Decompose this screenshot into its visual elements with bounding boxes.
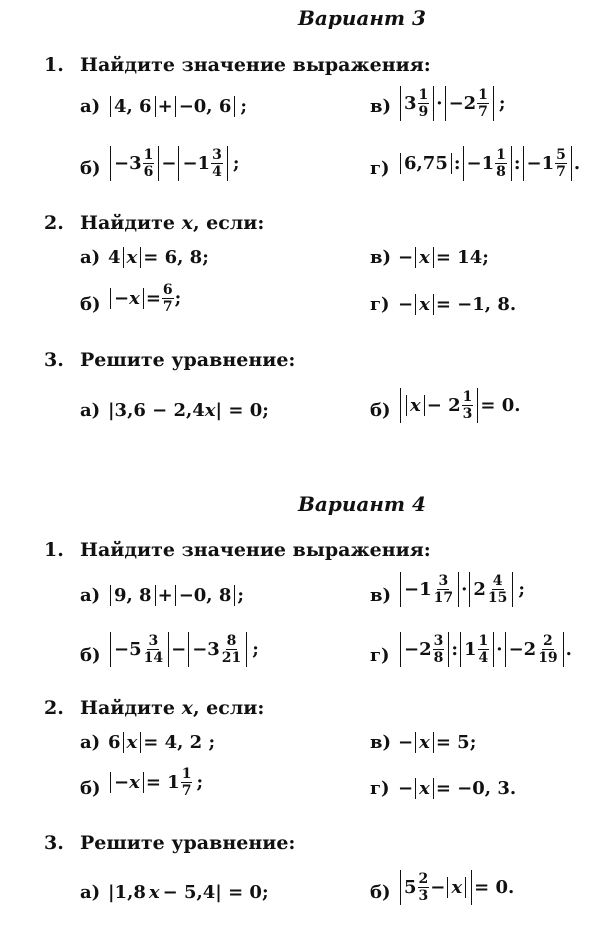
v3-q1v-label: в) xyxy=(370,96,392,117)
abs-value xyxy=(523,146,572,181)
v3-q2-text xyxy=(80,212,264,234)
v3-q2g-expression xyxy=(398,294,516,315)
variable-x: x xyxy=(181,212,193,234)
numerator: 3 xyxy=(148,633,159,649)
v4-q3a-label: а) xyxy=(80,882,101,903)
operator: : xyxy=(513,153,521,174)
fraction xyxy=(418,88,430,119)
v3-q1v-expression xyxy=(398,86,506,121)
whole: −2 xyxy=(404,639,432,660)
denominator: 14 xyxy=(143,650,164,666)
v3-q3b-expression xyxy=(398,388,521,423)
v3-q1-number: 1. xyxy=(44,54,64,76)
abs-value xyxy=(110,585,156,606)
fraction xyxy=(181,767,193,798)
terminator: ; xyxy=(196,772,204,793)
v4-q2g-label: г) xyxy=(370,778,390,799)
abs-value xyxy=(400,153,452,174)
denominator: 3 xyxy=(462,406,473,422)
variable-x: −x xyxy=(114,288,140,309)
operator: · xyxy=(496,639,503,660)
denominator: 9 xyxy=(418,104,429,120)
fraction xyxy=(143,148,155,179)
rhs: = 5; xyxy=(435,732,477,753)
whole: −1 xyxy=(466,153,495,174)
rhs: = 0. xyxy=(474,877,515,898)
operator: − xyxy=(161,153,177,174)
abs-value-outer xyxy=(400,870,472,905)
denominator: 7 xyxy=(162,299,173,315)
numerator: 1 xyxy=(181,766,192,782)
numerator: 4 xyxy=(492,573,503,589)
v4-q3b-label: б) xyxy=(370,882,391,903)
variable-x: x xyxy=(181,697,193,719)
whole: −5 xyxy=(114,639,142,660)
fraction xyxy=(162,283,174,314)
whole: −1 xyxy=(404,579,432,600)
v4-q2-text xyxy=(80,697,264,719)
numerator: 2 xyxy=(543,633,553,649)
denominator: 7 xyxy=(556,164,566,180)
v3-q3a-expression xyxy=(108,400,269,421)
abs-value xyxy=(110,96,156,117)
v3-q1b-expression xyxy=(108,146,239,181)
denominator: 17 xyxy=(433,590,454,606)
rhs: = 4, 2 ; xyxy=(143,732,216,753)
sign: − xyxy=(398,294,414,315)
abs-value xyxy=(400,86,434,121)
numerator: 1 xyxy=(418,87,429,103)
fraction xyxy=(477,88,489,119)
operator: + xyxy=(157,585,173,606)
abs-value xyxy=(415,732,434,753)
v3-q2v-label: в) xyxy=(370,247,392,268)
numerator: 8 xyxy=(226,633,237,649)
terminator: ; xyxy=(252,639,259,660)
abs-value xyxy=(110,288,144,309)
equation-end: − 5,4| = 0; xyxy=(162,882,269,903)
v3-q2a-expression xyxy=(108,247,209,268)
whole: −3 xyxy=(114,153,142,174)
numerator: 1 xyxy=(462,389,473,405)
fraction xyxy=(143,634,164,665)
operand: 4, 6 xyxy=(114,96,152,117)
operator: · xyxy=(461,579,468,600)
v4-q1a-expression xyxy=(108,585,244,606)
variant-3-title: Вариант 3 xyxy=(298,6,426,30)
abs-value xyxy=(178,146,227,181)
variant-4-title: Вариант 4 xyxy=(298,492,426,516)
terminator: ; xyxy=(174,288,182,309)
coefficient: 4 xyxy=(108,247,121,268)
terminator: . xyxy=(565,639,572,660)
abs-value xyxy=(188,632,247,667)
equals: = xyxy=(145,288,161,309)
variable-x: x xyxy=(126,732,138,753)
v4-q1g-label: г) xyxy=(370,645,390,666)
variable-x: x xyxy=(204,400,216,421)
abs-value-outer xyxy=(400,388,478,423)
sign: − xyxy=(398,732,414,753)
fraction xyxy=(433,574,454,605)
numerator: 3 xyxy=(438,573,449,589)
numerator: 6 xyxy=(162,282,173,298)
sign: − xyxy=(398,247,414,268)
v4-q2-number: 2. xyxy=(44,697,64,719)
abs-value xyxy=(415,778,434,799)
v3-q1g-expression xyxy=(398,146,580,181)
abs-value xyxy=(123,732,142,753)
v3-q1b-label: б) xyxy=(80,158,101,179)
numerator: 2 xyxy=(418,871,429,887)
numerator: 3 xyxy=(433,633,444,649)
v4-q1-number: 1. xyxy=(44,539,64,561)
v4-q2b-label: б) xyxy=(80,778,101,799)
terminator: ; xyxy=(518,579,526,600)
v3-q3a-label: а) xyxy=(80,400,101,421)
operator: : xyxy=(453,153,461,174)
equals-whole: = 1 xyxy=(145,772,180,793)
v3-q1-text: Найдите значение выражения: xyxy=(80,54,431,76)
fraction xyxy=(221,634,242,665)
v4-q1b-label: б) xyxy=(80,645,101,666)
equation-end: | = 0; xyxy=(215,400,269,421)
v3-q2-number: 2. xyxy=(44,212,64,234)
v4-q1g-expression xyxy=(398,632,572,667)
variable-x: x xyxy=(419,247,430,268)
operator: + xyxy=(157,96,173,117)
variable-x: x xyxy=(148,882,160,903)
rhs: = −1, 8. xyxy=(435,294,517,315)
whole: −2 xyxy=(448,93,477,114)
terminator: ; xyxy=(237,585,245,606)
variable-x: x xyxy=(419,778,430,799)
fraction xyxy=(478,634,490,665)
coefficient: 6 xyxy=(108,732,121,753)
fraction xyxy=(555,148,567,179)
abs-value xyxy=(110,632,169,667)
denominator: 7 xyxy=(181,783,192,799)
fraction xyxy=(462,390,474,421)
denominator: 15 xyxy=(487,590,508,606)
abs-value xyxy=(463,146,512,181)
abs-value xyxy=(110,146,159,181)
whole: 5 xyxy=(404,877,417,898)
v4-q3b-expression xyxy=(398,870,514,905)
numerator: 1 xyxy=(496,147,506,163)
fraction xyxy=(418,872,430,903)
denominator: 4 xyxy=(212,164,222,180)
fraction xyxy=(537,634,558,665)
operator: : xyxy=(451,639,459,660)
v3-q2b-expression xyxy=(108,283,181,314)
rhs: = 14; xyxy=(435,247,489,268)
operand: 9, 8 xyxy=(114,585,152,606)
v3-q3b-label: б) xyxy=(370,400,391,421)
v3-q2a-label: а) xyxy=(80,247,101,268)
variable-x: −x xyxy=(114,772,140,793)
v3-q2g-label: г) xyxy=(370,294,390,315)
whole: −1 xyxy=(526,153,555,174)
sign: − xyxy=(398,778,414,799)
v4-q1-text: Найдите значение выражения: xyxy=(80,539,431,561)
whole: 1 xyxy=(464,639,477,660)
rhs: = −0, 3. xyxy=(435,778,517,799)
denominator: 6 xyxy=(143,164,154,180)
v4-q3-text: Решите уравнение: xyxy=(80,832,296,854)
abs-value xyxy=(469,572,513,607)
numerator: 1 xyxy=(478,87,488,103)
denominator: 7 xyxy=(478,104,488,120)
variable-x: x xyxy=(451,877,463,898)
variable-x: x xyxy=(419,294,430,315)
fraction xyxy=(211,148,223,179)
v4-q3-number: 3. xyxy=(44,832,64,854)
v4-q1a-label: а) xyxy=(80,585,101,606)
v4-q2a-label: а) xyxy=(80,732,101,753)
v4-q1b-expression xyxy=(108,632,259,667)
v3-q1g-label: г) xyxy=(370,158,390,179)
v4-q2g-expression xyxy=(398,778,516,799)
whole: −3 xyxy=(192,639,220,660)
variable-x: x xyxy=(410,395,421,416)
numerator: 1 xyxy=(143,147,154,163)
minus-whole: − 2 xyxy=(426,395,461,416)
whole: 3 xyxy=(404,93,417,114)
v4-q1v-label: в) xyxy=(370,585,392,606)
whole: 2 xyxy=(473,579,486,600)
denominator: 19 xyxy=(538,650,558,666)
abs-value xyxy=(415,247,434,268)
v3-q1a-label: а) xyxy=(80,96,101,117)
v4-q2v-label: в) xyxy=(370,732,392,753)
v4-q2v-expression xyxy=(398,732,476,753)
operand: −0, 6 xyxy=(178,96,232,117)
numerator: 5 xyxy=(556,147,566,163)
abs-value xyxy=(415,294,434,315)
operator: − xyxy=(171,639,187,660)
abs-value xyxy=(460,632,494,667)
v3-q2b-label: б) xyxy=(80,294,101,315)
q2-text-start: Найдите xyxy=(80,212,175,234)
abs-value xyxy=(505,632,564,667)
rhs: = 6, 8; xyxy=(143,247,209,268)
q2-text-end: , если: xyxy=(192,697,265,719)
whole: −1 xyxy=(182,153,211,174)
numerator: 3 xyxy=(212,147,222,163)
variable-x: x xyxy=(419,732,430,753)
denominator: 4 xyxy=(478,650,489,666)
v4-q2b-expression xyxy=(108,767,203,798)
rhs: = 0. xyxy=(480,395,521,416)
equation-start: |3,6 − 2,4 xyxy=(108,400,205,421)
abs-value-inner xyxy=(447,877,466,898)
terminator: ; xyxy=(232,153,240,174)
variable-x: x xyxy=(126,247,138,268)
abs-value xyxy=(445,86,494,121)
operator: − xyxy=(430,877,446,898)
operand: −0, 8 xyxy=(178,585,232,606)
fraction xyxy=(433,634,445,665)
abs-value xyxy=(400,572,459,607)
terminator: ; xyxy=(498,93,506,114)
v4-q2a-expression xyxy=(108,732,215,753)
q2-text-start: Найдите xyxy=(80,697,175,719)
terminator: ; xyxy=(240,96,248,117)
operator: · xyxy=(436,93,443,114)
terminator: . xyxy=(573,153,581,174)
numerator: 1 xyxy=(478,633,489,649)
fraction xyxy=(495,148,507,179)
denominator: 3 xyxy=(418,888,429,904)
v3-q3-text: Решите уравнение: xyxy=(80,349,296,371)
abs-value xyxy=(123,247,142,268)
v4-q3a-expression xyxy=(108,882,269,903)
abs-value-inner xyxy=(406,395,425,416)
v3-q3-number: 3. xyxy=(44,349,64,371)
denominator: 8 xyxy=(433,650,444,666)
abs-value xyxy=(110,772,144,793)
v4-q1v-expression xyxy=(398,572,525,607)
denominator: 21 xyxy=(221,650,242,666)
v3-q1a-expression xyxy=(108,96,247,117)
abs-value xyxy=(175,96,236,117)
equation-start: |1,8 xyxy=(108,882,146,903)
whole: −2 xyxy=(508,639,537,660)
q2-text-end: , если: xyxy=(192,212,265,234)
operand: 6,75 xyxy=(404,153,448,174)
abs-value xyxy=(175,585,236,606)
v3-q2v-expression xyxy=(398,247,489,268)
fraction xyxy=(487,574,508,605)
abs-value xyxy=(400,632,449,667)
denominator: 8 xyxy=(496,164,506,180)
